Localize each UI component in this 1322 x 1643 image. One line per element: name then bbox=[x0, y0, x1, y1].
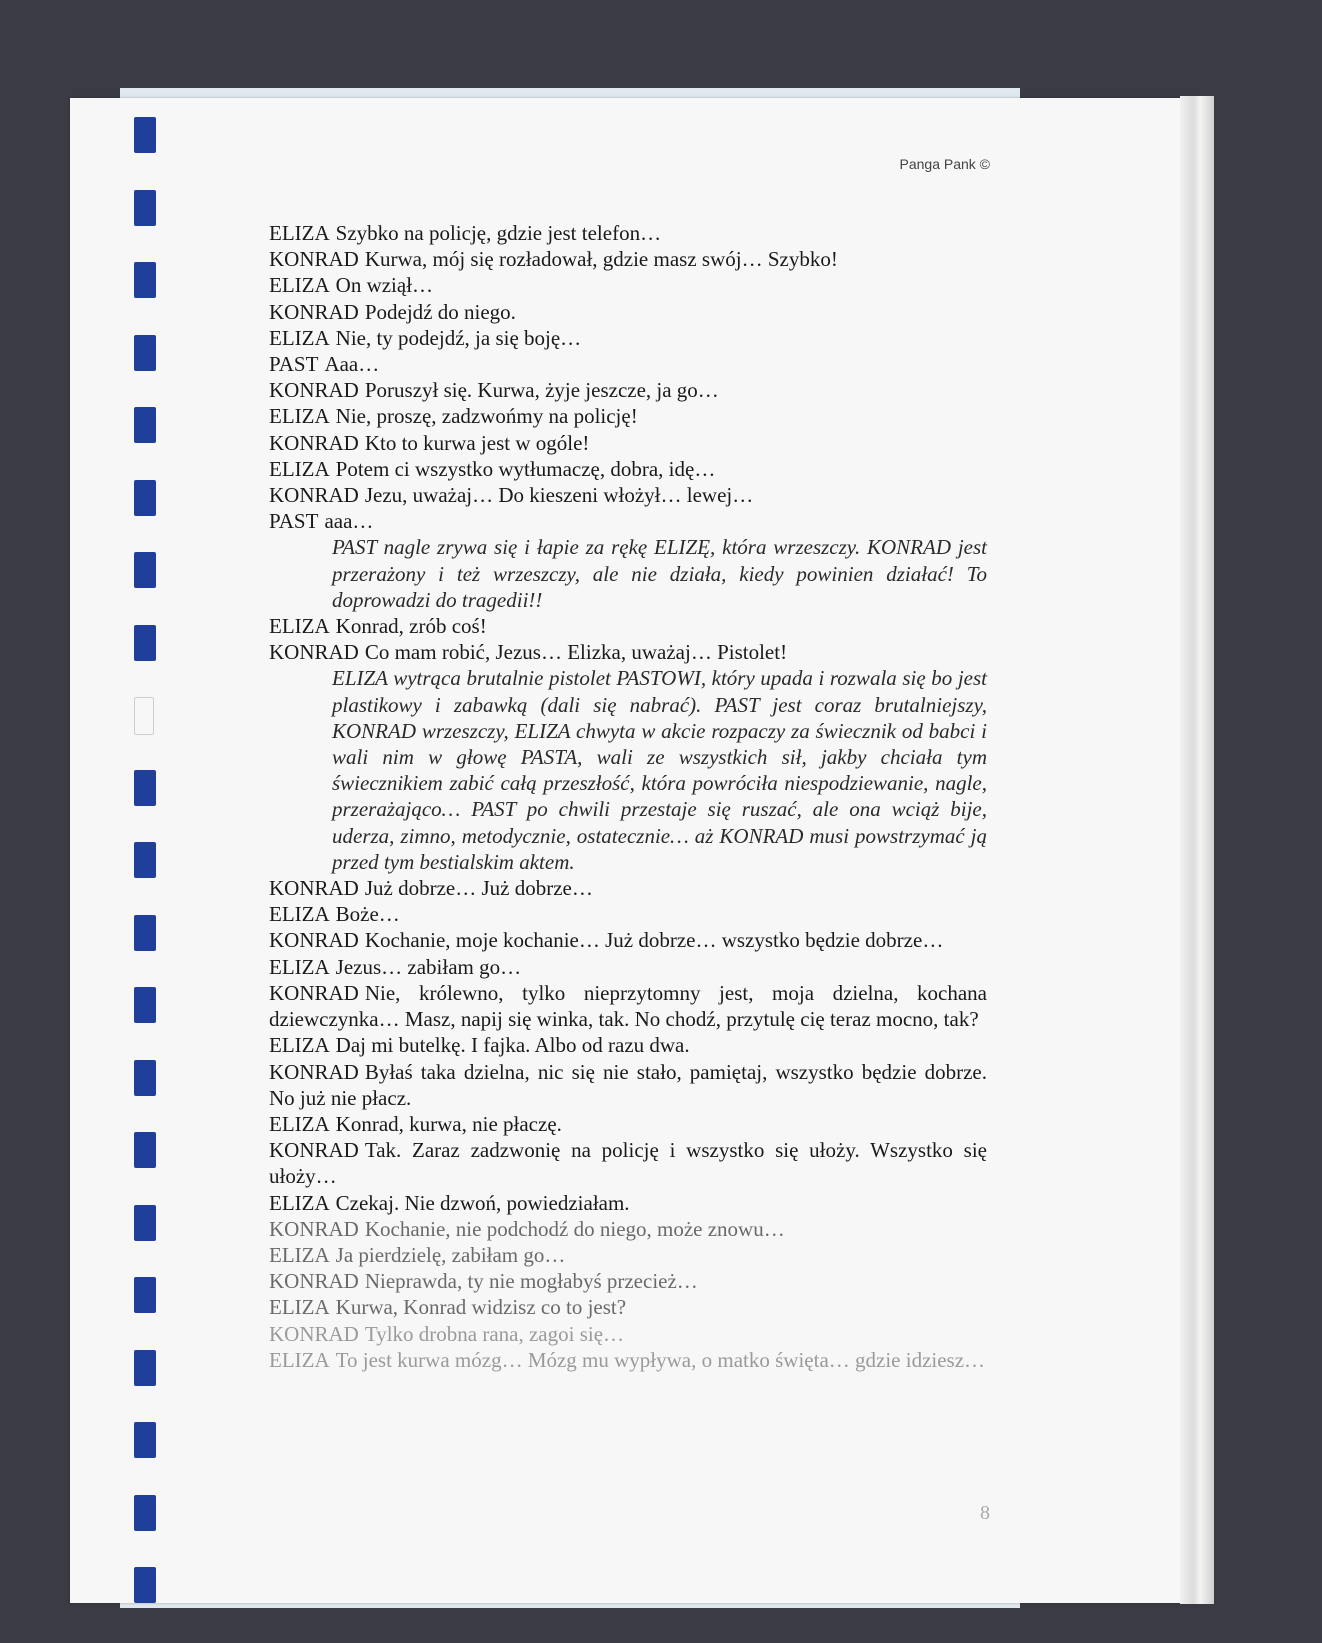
dialogue-text: Boże… bbox=[335, 902, 400, 927]
speaker-name: KONRAD bbox=[269, 928, 359, 953]
dialogue-line bbox=[269, 1294, 987, 1320]
dialogue-line bbox=[269, 901, 987, 927]
dialogue-line bbox=[269, 1216, 987, 1242]
dialogue-line bbox=[269, 325, 987, 351]
dialogue-text: Aaa… bbox=[324, 352, 380, 377]
speaker-name: KONRAD bbox=[269, 1138, 359, 1163]
dialogue-text: Kurwa, Konrad widzisz co to jest? bbox=[335, 1295, 627, 1320]
speaker-name: KONRAD bbox=[269, 247, 359, 272]
dialogue-text: Nie, królewno, tylko nieprzytomny jest, moja dzielna, kochana dziewczynka… Masz, napij się winka, tak. No chodź, przytulę cię teraz mocno, tak? bbox=[269, 980, 987, 1032]
speaker-name: ELIZA bbox=[269, 1190, 330, 1215]
dialogue-text: Co mam robić, Jezus… Elizka, uważaj… Pistolet! bbox=[364, 640, 788, 665]
binding-ring bbox=[134, 1205, 156, 1241]
dialogue-line bbox=[269, 272, 987, 298]
page-header: Panga Pank © bbox=[899, 156, 990, 172]
binding-ring bbox=[134, 262, 156, 298]
dialogue-line bbox=[269, 1190, 987, 1216]
speaker-name: PAST bbox=[269, 509, 319, 534]
dialogue-line bbox=[269, 1347, 987, 1373]
dialogue-text: Tylko drobna rana, zagoi się… bbox=[364, 1321, 625, 1346]
dialogue-line bbox=[269, 299, 987, 325]
dialogue-line bbox=[269, 246, 987, 272]
dialogue-line bbox=[269, 1321, 987, 1347]
dialogue-line bbox=[269, 377, 987, 403]
dialogue-line bbox=[269, 1111, 987, 1137]
binding-ring bbox=[134, 915, 156, 951]
speaker-name: ELIZA bbox=[269, 614, 330, 639]
dialogue-text: Kurwa, mój się rozładował, gdzie masz swój… Szybko! bbox=[364, 247, 838, 272]
dialogue-line bbox=[269, 1032, 987, 1058]
speaker-name: KONRAD bbox=[269, 299, 359, 324]
dialogue-text: Potem ci wszystko wytłumaczę, dobra, idę… bbox=[335, 456, 716, 481]
speaker-name: KONRAD bbox=[269, 1216, 359, 1241]
dialogue-text: Konrad, zrób coś! bbox=[335, 614, 487, 639]
speaker-name: ELIZA bbox=[269, 325, 330, 350]
page-number: 8 bbox=[980, 1502, 990, 1524]
dialogue-line bbox=[269, 508, 987, 534]
speaker-name: ELIZA bbox=[269, 1347, 330, 1372]
binding-ring bbox=[134, 1495, 156, 1531]
dialogue-text: Tak. Zaraz zadzwonię na policję i wszystko się ułoży. Wszystko się ułoży… bbox=[269, 1138, 987, 1189]
dialogue-line bbox=[269, 1242, 987, 1268]
dialogue-line bbox=[269, 613, 987, 639]
speaker-name: ELIZA bbox=[269, 273, 330, 298]
stage-direction: ELIZA wytrąca brutalnie pistolet PASTOWI, który upada i rozwala się bo jest plastikowy i zabawką (dali się nabrać). PAST jest coraz brutalniejszy, KONRAD wrzeszczy, ELIZA chwyta w akcie rozpaczy za świecznik od babci i wali nim w głowę PASTA, wali ze wszystkich sił, jakby chciała tym świecznikiem zabić całą przeszłość, która powróciła niespodziewanie, nagle, przerażająco… PAST po chwili przestaje się ruszać, ale ona wciąż bije, uderza, zimno, metodycznie, ostatecznie… aż KONRAD musi powstrzymać ją przed tym bestialskim aktem. bbox=[332, 666, 987, 874]
dialogue-text: Kto to kurwa jest w ogóle! bbox=[364, 430, 590, 455]
speaker-name: ELIZA bbox=[269, 1033, 330, 1058]
binding-ring bbox=[134, 987, 156, 1023]
binding-ring bbox=[134, 552, 156, 588]
script-text bbox=[269, 220, 987, 1373]
dialogue-line bbox=[269, 482, 987, 508]
binding-ring bbox=[134, 407, 156, 443]
dialogue-line bbox=[269, 1137, 987, 1189]
binding-ring bbox=[134, 1132, 156, 1168]
dialogue-text: Jezu, uważaj… Do kieszeni włożył… lewej… bbox=[364, 483, 754, 508]
dialogue-line bbox=[269, 351, 987, 377]
binding-ring bbox=[134, 1277, 156, 1313]
speaker-name: ELIZA bbox=[269, 456, 330, 481]
dialogue-text: Jezus… zabiłam go… bbox=[335, 954, 522, 979]
dialogue-line bbox=[269, 954, 987, 980]
stage-direction: PAST nagle zrywa się i łapie za rękę ELIZĘ, która wrzeszczy. KONRAD jest przerażony i też wrzeszczy, ale nie działa, kiedy powinien działać! To doprowadzi do tragedii!! bbox=[332, 535, 987, 612]
dialogue-line bbox=[269, 1268, 987, 1294]
speaker-name: ELIZA bbox=[269, 1242, 330, 1267]
binding-ring bbox=[134, 1350, 156, 1386]
speaker-name: PAST bbox=[269, 352, 319, 377]
dialogue-text: Szybko na policję, gdzie jest telefon… bbox=[335, 221, 662, 245]
speaker-name: KONRAD bbox=[269, 483, 359, 508]
dialogue-line bbox=[269, 927, 987, 953]
dialogue-line bbox=[269, 980, 987, 1032]
speaker-name: ELIZA bbox=[269, 1295, 330, 1320]
speaker-name: ELIZA bbox=[269, 1111, 330, 1136]
binding-ring bbox=[134, 190, 156, 226]
dialogue-text: Nieprawda, ty nie mogłabyś przecież… bbox=[364, 1269, 698, 1294]
speaker-name: KONRAD bbox=[269, 1269, 359, 1294]
speaker-name: ELIZA bbox=[269, 902, 330, 927]
dialogue-text: Kochanie, nie podchodź do niego, może znowu… bbox=[364, 1216, 785, 1241]
binding-ring bbox=[134, 625, 156, 661]
speaker-name: KONRAD bbox=[269, 1059, 359, 1084]
dialogue-text: Poruszył się. Kurwa, żyje jeszcze, ja go… bbox=[364, 378, 719, 403]
dialogue-text: On wziął… bbox=[335, 273, 434, 298]
binding-ring bbox=[134, 480, 156, 516]
dialogue-text: Już dobrze… Już dobrze… bbox=[364, 876, 593, 901]
speaker-name: KONRAD bbox=[269, 1321, 359, 1346]
binding-ring bbox=[134, 697, 154, 735]
binding-ring bbox=[134, 1060, 156, 1096]
dialogue-line bbox=[269, 456, 987, 482]
page-stack-edge bbox=[1180, 96, 1214, 1604]
speaker-name: ELIZA bbox=[269, 221, 330, 245]
dialogue-text: Byłaś taka dzielna, nic się nie stało, pamiętaj, wszystko będzie dobrze. No już nie płacz. bbox=[269, 1059, 987, 1110]
speaker-name: ELIZA bbox=[269, 404, 330, 429]
binding-ring bbox=[134, 117, 156, 153]
dialogue-text: Nie, proszę, zadzwońmy na policję! bbox=[335, 404, 638, 429]
speaker-name: KONRAD bbox=[269, 980, 359, 1005]
binding-ring bbox=[134, 770, 156, 806]
dialogue-text: Ja pierdzielę, zabiłam go… bbox=[335, 1242, 566, 1267]
speaker-name: KONRAD bbox=[269, 876, 359, 901]
dialogue-text: Nie, ty podejdź, ja się boję… bbox=[335, 325, 582, 350]
dialogue-text: aaa… bbox=[324, 509, 374, 534]
dialogue-text: To jest kurwa mózg… Mózg mu wypływa, o matko święta… gdzie idziesz… bbox=[335, 1347, 986, 1372]
binding-ring bbox=[134, 842, 156, 878]
dialogue-line bbox=[269, 875, 987, 901]
speaker-name: KONRAD bbox=[269, 430, 359, 455]
binding-ring bbox=[134, 1422, 156, 1458]
dialogue-line bbox=[269, 220, 987, 246]
speaker-name: KONRAD bbox=[269, 378, 359, 403]
dialogue-text: Kochanie, moje kochanie… Już dobrze… wszystko będzie dobrze… bbox=[364, 928, 944, 953]
dialogue-line bbox=[269, 1059, 987, 1111]
dialogue-text: Podejdź do niego. bbox=[364, 299, 516, 324]
dialogue-line bbox=[269, 403, 987, 429]
dialogue-line bbox=[269, 430, 987, 456]
dialogue-text: Czekaj. Nie dzwoń, powiedziałam. bbox=[335, 1190, 630, 1215]
speaker-name: ELIZA bbox=[269, 954, 330, 979]
dialogue-text: Konrad, kurwa, nie płaczę. bbox=[335, 1111, 562, 1136]
dialogue-text: Daj mi butelkę. I fajka. Albo od razu dwa. bbox=[335, 1033, 690, 1058]
speaker-name: KONRAD bbox=[269, 640, 359, 665]
binding-ring bbox=[134, 335, 156, 371]
dialogue-line bbox=[269, 639, 987, 665]
binding-ring bbox=[134, 1567, 156, 1603]
